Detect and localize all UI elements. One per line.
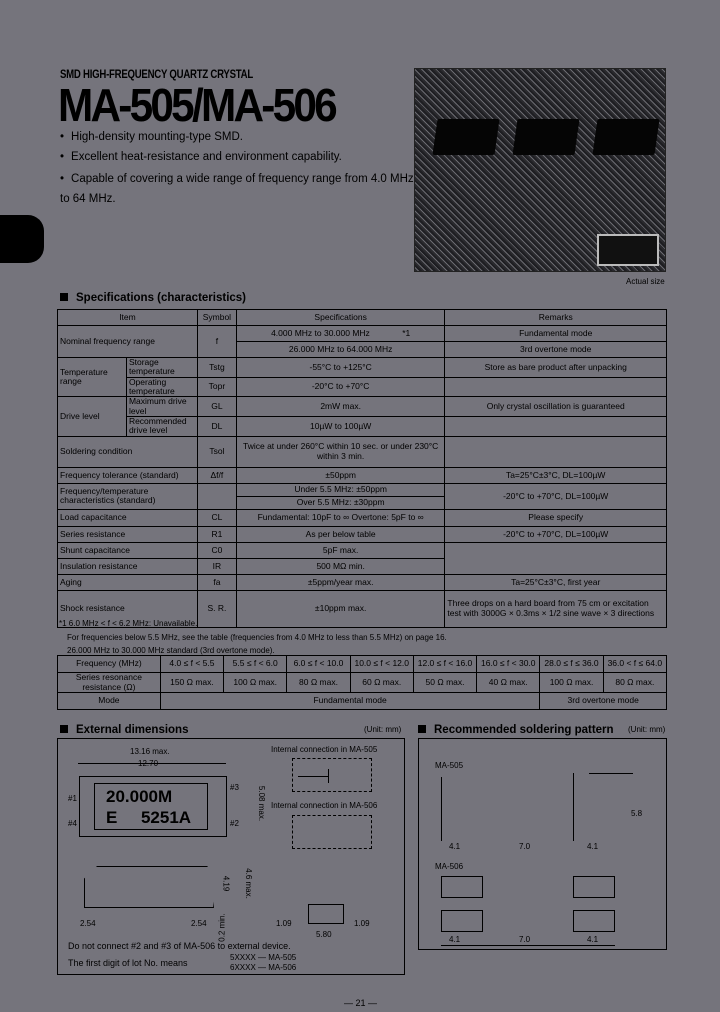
solder-pad [573, 910, 615, 932]
chip-top-view [79, 776, 227, 837]
ext-note: Do not connect #2 and #3 of MA-506 to external device. [68, 941, 291, 951]
spec: ±5ppm/year max. [236, 574, 445, 590]
pattern-label: MA-506 [435, 862, 464, 871]
item: Frequency/temperature characteristics (standard) [58, 483, 198, 509]
remark: -20°C to +70°C, DL=100µW [445, 483, 667, 509]
remark: -20°C to +70°C, DL=100µW [445, 526, 667, 542]
remark: Only crystal oscillation is guaranteed [445, 397, 667, 417]
ext-dimensions-drawing [57, 738, 405, 975]
resistance: 50 Ω max. [413, 673, 476, 693]
marking-line2: E 5251A [106, 808, 192, 827]
symbol: CL [197, 509, 236, 526]
solder-pad [573, 876, 615, 898]
item: Load capacitance [58, 509, 198, 526]
solder-unit: (Unit: mm) [628, 725, 666, 734]
marking-line1: 20.000M [106, 787, 173, 806]
dim-label: 4.6 max. [243, 868, 253, 899]
ext-note: The first digit of lot No. means [68, 958, 188, 968]
sub-item: Operating temperature [126, 377, 197, 397]
symbol: S. R. [197, 590, 236, 627]
spec: 4.000 MHz to 30.000 MHz [271, 327, 370, 338]
remark: Ta=25°C±3°C, first year [445, 574, 667, 590]
item: Nominal frequency range [58, 326, 198, 358]
row-label: Mode [58, 693, 161, 710]
col-header: Symbol [197, 310, 236, 326]
sub-item: Recommended drive level [126, 417, 197, 437]
feature-item: • Capable of covering a wide range of frequency range from 4.0 MHz to 64 MHz. [60, 170, 415, 209]
page-number: — 21 — [344, 998, 378, 1008]
spec: 2mW max. [236, 397, 445, 417]
freq-range: 16.0 ≤ f < 30.0 [477, 656, 540, 673]
solder-pad [441, 910, 483, 932]
feature-list [60, 131, 415, 209]
spec: Twice at under 260°C within 10 sec. or under 230°C within 3 min. [236, 436, 445, 467]
dim-label: 0.2 min. [217, 913, 227, 942]
item: Insulation resistance [58, 558, 198, 574]
symbol: Topr [197, 377, 236, 397]
item: Drive level [58, 397, 127, 436]
lot-code: 5XXXX — MA-505 [230, 953, 297, 962]
resistance-table [57, 655, 667, 710]
ext-heading: External dimensions [60, 724, 188, 736]
dim-label: 4.1 [449, 935, 461, 944]
resistance: 60 Ω max. [350, 673, 413, 693]
solder-heading: Recommended soldering pattern [418, 724, 614, 736]
freq-range: 6.0 ≤ f < 10.0 [287, 656, 350, 673]
resistance: 80 Ω max. [287, 673, 350, 693]
col-header: Remarks [445, 310, 667, 326]
footnote: 26.000 MHz to 30.000 MHz standard (3rd overtone mode). [67, 646, 275, 655]
symbol: GL [197, 397, 236, 417]
dim-label: 7.0 [519, 842, 531, 851]
spec: Over 5.5 MHz: ±30ppm [236, 496, 445, 509]
dim-label: 4.19 [221, 875, 231, 892]
spec: ±50ppm [236, 467, 445, 483]
resistance: 100 Ω max. [540, 673, 603, 693]
col-header: Item [58, 310, 198, 326]
freq-range: 12.0 ≤ f < 16.0 [413, 656, 476, 673]
remark: Store as bare product after unpacking [445, 358, 667, 378]
spec: 500 MΩ min. [236, 558, 445, 574]
item: Series resistance [58, 526, 198, 542]
resistance: 100 Ω max. [224, 673, 287, 693]
remark: Please specify [445, 509, 667, 526]
pin-label: #2 [230, 819, 239, 828]
symbol: DL [197, 417, 236, 437]
row-label: Frequency (MHz) [58, 656, 161, 673]
dim-label: 4.1 [449, 842, 461, 851]
spec: Fundamental: 10pF to ∞ Overtone: 5pF to ∞ [236, 509, 445, 526]
dim-label: 4.1 [587, 935, 599, 944]
dim-label: 2.54 [80, 919, 96, 928]
dim-label: 1.09 [276, 919, 292, 928]
ext-unit: (Unit: mm) [364, 725, 402, 734]
pin-label: #4 [68, 819, 77, 828]
footnote-ref: *1 [402, 327, 411, 338]
symbol: C0 [197, 542, 236, 558]
item: Shunt capacitance [58, 542, 198, 558]
connection-label: Internal connection in MA-506 [271, 801, 378, 810]
freq-range: 5.5 ≤ f < 6.0 [224, 656, 287, 673]
remark: Ta=25°C±3°C, DL=100µW [445, 467, 667, 483]
spec: -55°C to +125°C [236, 358, 445, 378]
chip-end-view [308, 904, 344, 924]
pin-label: #3 [230, 783, 239, 792]
footnote: For frequencies below 5.5 MHz, see the table (frequencies from 4.0 MHz to less than 5.5 MHz) on page 16. [67, 632, 447, 642]
freq-range: 10.0 ≤ f < 12.0 [350, 656, 413, 673]
pattern-label: MA-505 [435, 761, 464, 770]
spec: As per below table [236, 526, 445, 542]
symbol: f [197, 326, 236, 358]
chip-side-view [84, 866, 214, 908]
symbol: R1 [197, 526, 236, 542]
item: Temperature range [58, 358, 127, 397]
lot-code: 6XXXX — MA-506 [230, 963, 297, 972]
freq-range: 4.0 ≤ f < 5.5 [160, 656, 223, 673]
item: Frequency tolerance (standard) [58, 467, 198, 483]
spec: Under 5.5 MHz: ±50ppm [236, 483, 445, 496]
solder-pad [441, 876, 483, 898]
freq-range: 36.0 < f ≤ 64.0 [603, 656, 666, 673]
actual-size-chip [597, 234, 659, 266]
connection-label: Internal connection in MA-505 [271, 745, 378, 754]
freq-range: 28.0 ≤ f ≤ 36.0 [540, 656, 603, 673]
feature-item: • High-density mounting-type SMD. [60, 131, 415, 151]
dim-label: 7.0 [519, 935, 531, 944]
page-title: MA-505/MA-506 [58, 79, 335, 131]
spec: 5pF max. [236, 542, 445, 558]
resistance: 40 Ω max. [477, 673, 540, 693]
dim-label: 2.54 [191, 919, 207, 928]
symbol: IR [197, 558, 236, 574]
dim-label: 5.80 [316, 930, 332, 939]
resistance: 150 Ω max. [160, 673, 223, 693]
spec: 26.000 MHz to 64.000 MHz [236, 342, 445, 358]
item: Shock resistance [58, 590, 198, 627]
row-label: Series resonance resistance (Ω) [58, 673, 161, 693]
spec-table [57, 309, 667, 628]
item: Aging [58, 574, 198, 590]
symbol: fa [197, 574, 236, 590]
remark: Fundamental mode [445, 326, 667, 342]
spec: -20°C to +70°C [236, 377, 445, 397]
mode: Fundamental mode [160, 693, 540, 710]
symbol: Tsol [197, 436, 236, 467]
sub-item: Maximum drive level [126, 397, 197, 417]
product-category: SMD HIGH-FREQUENCY QUARTZ CRYSTAL [60, 67, 253, 81]
feature-item: • Excellent heat-resistance and environment capability. [60, 151, 415, 171]
col-header: Specifications [236, 310, 445, 326]
footnote: *1 6.0 MHz < f < 6.2 MHz: Unavailable. [59, 619, 198, 628]
dim-label: 5.08 max. [257, 785, 267, 822]
spec: 10µW to 100µW [236, 417, 445, 437]
pin-label: #1 [68, 794, 77, 803]
footnotes [59, 617, 447, 658]
photo-caption: Actual size [626, 277, 665, 286]
dim-label: 4.1 [587, 842, 599, 851]
product-photo [414, 68, 666, 272]
item: Soldering condition [58, 436, 198, 467]
resistance: 80 Ω max. [603, 673, 666, 693]
dim-label: 13.16 max. [130, 747, 170, 756]
spec: ±10ppm max. [236, 590, 445, 627]
sub-item: Storage temperature [126, 358, 197, 378]
dim-label: 5.8 [631, 809, 643, 818]
solder-pattern-drawing [418, 738, 667, 950]
remark: 3rd overtone mode [445, 342, 667, 358]
section-tab-d [0, 215, 44, 263]
dim-label: 1.09 [354, 919, 370, 928]
remark: Three drops on a hard board from 75 cm or excitation test with 3000G × 0.3ms × 1/2 sine wave × 3 directions [445, 590, 667, 627]
symbol: Tstg [197, 358, 236, 378]
specs-heading: Specifications (characteristics) [60, 292, 246, 304]
symbol: Δf/f [197, 467, 236, 483]
mode: 3rd overtone mode [540, 693, 667, 710]
